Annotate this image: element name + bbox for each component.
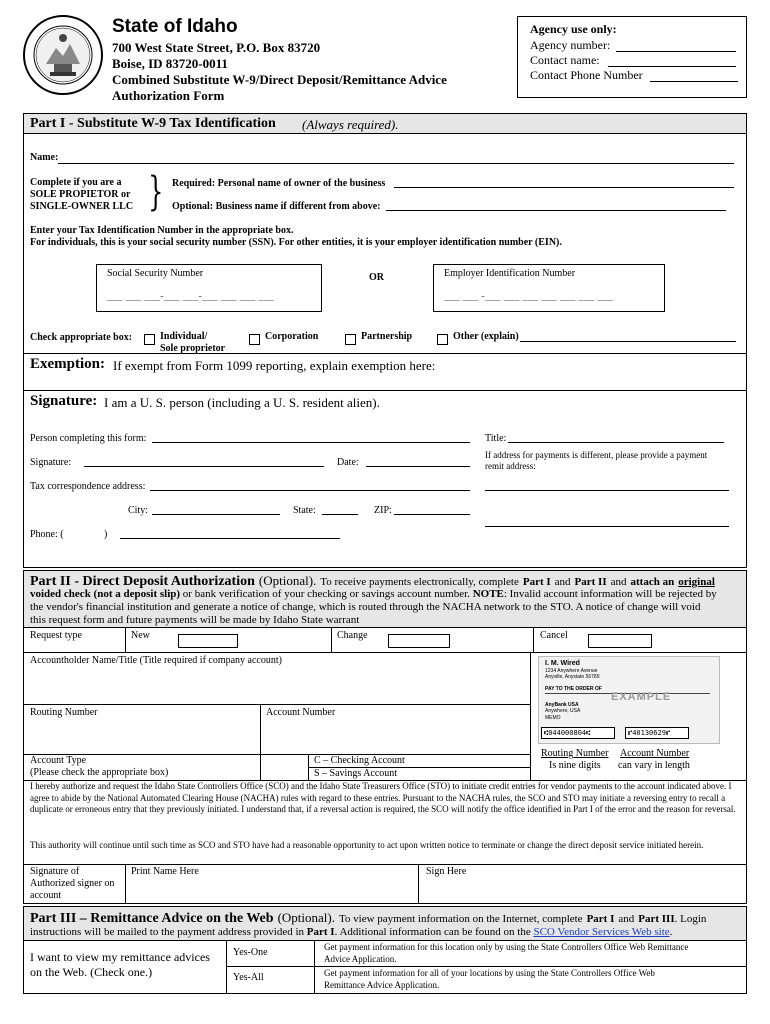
part2-intro-e: and	[610, 576, 627, 588]
account-number-label: Account Number	[266, 707, 336, 718]
checking-label: C – Checking Account	[314, 755, 405, 766]
part2-intro-b: Part I	[522, 576, 551, 588]
account-type-field[interactable]	[261, 755, 308, 780]
micr-routing-text: ⑆044000804⑆	[544, 729, 591, 737]
part2-header-line3: the vendor's financial institution and generate a notice of change, which is routed through the NACHA network to the STO. A notice of change will void	[30, 601, 701, 613]
micr-account-text: ⑈40130629⑈	[628, 729, 671, 737]
agency-heading: Agency use only:	[530, 22, 617, 36]
part1-title-note: (Always required).	[302, 117, 399, 132]
change-label: Change	[337, 630, 368, 641]
print-name-label: Print Name Here	[131, 866, 199, 877]
agency-use-box	[517, 16, 747, 98]
agency-number-field[interactable]	[616, 51, 736, 52]
exemption-text: If exempt from Form 1099 reporting, explain exemption here:	[113, 358, 436, 373]
partnership-checkbox[interactable]	[345, 334, 356, 345]
part3-intro-d: Part III	[638, 913, 675, 925]
check-name: I. M. Wired	[545, 660, 580, 667]
yes-one-label: Yes-One	[233, 947, 268, 958]
state-seal	[22, 14, 104, 96]
ein-box[interactable]	[433, 264, 665, 312]
individual-label-2: Sole proprietor	[160, 343, 226, 354]
partnership-label: Partnership	[361, 331, 413, 342]
yes-all-desc-2: Remittance Advice Application.	[324, 980, 440, 990]
phone-label: Phone: (	[30, 529, 64, 540]
request-divider-2	[331, 627, 332, 652]
agency-number-label: Agency number:	[530, 38, 611, 52]
part3-title-note: (Optional).	[277, 910, 335, 925]
exemption-title: Exemption:	[30, 356, 105, 372]
part3-intro-e: . Login	[674, 913, 707, 925]
request-type-label: Request type	[30, 630, 82, 641]
new-checkbox[interactable]	[178, 634, 238, 648]
sign-here-label: Sign Here	[426, 866, 467, 877]
yes-one-desc-1: Get payment information for this location only by using the State Controllers Office Web Remittance	[324, 942, 689, 952]
title-field[interactable]	[508, 442, 724, 443]
acct-holder-label: Accountholder Name/Title (Title required if company account)	[30, 655, 282, 666]
form-title-line-2: Authorization Form	[112, 88, 225, 103]
remit-address-field-2[interactable]	[485, 526, 729, 527]
remit-note-2: remit address:	[485, 461, 536, 471]
state-field[interactable]	[322, 514, 358, 515]
remit-note-1: If address for payments is different, please provide a payment	[485, 450, 708, 460]
part3-options-top	[23, 940, 747, 941]
exemption-divider-top	[23, 353, 747, 354]
part3-divider-1	[226, 940, 227, 994]
request-divider-3	[533, 627, 534, 652]
zip-label: ZIP:	[374, 505, 392, 516]
part2-header-line2	[30, 588, 717, 601]
address-line-2: Boise, ID 83720-0011	[112, 56, 228, 71]
signature-title: Signature:	[30, 393, 98, 409]
contact-name-field[interactable]	[608, 66, 736, 67]
part3-header-line1	[30, 909, 706, 927]
part3-line2-d: .	[669, 926, 673, 938]
form-title-line-1: Combined Substitute W-9/Direct Deposit/Remittance Advice	[112, 72, 447, 87]
check-micr-account	[625, 727, 689, 739]
cancel-checkbox[interactable]	[588, 634, 652, 648]
sco-vendor-services-link[interactable]: SCO Vendor Services Web site	[533, 926, 670, 938]
part2-title: Part II - Direct Deposit Authorization	[30, 574, 255, 589]
optional-business-field[interactable]	[386, 210, 726, 211]
account-caption-1: Account Number	[620, 748, 690, 759]
signature-text: I am a U. S. person (including a U. S. resident alien).	[104, 395, 380, 410]
acct-holder-row-top	[23, 652, 747, 653]
yes-all-desc-1: Get payment information for all of your locations by using the State Controllers Office Web	[324, 968, 655, 978]
individual-label-1: Individual/	[160, 331, 208, 342]
city-label: City:	[128, 505, 149, 516]
zip-field[interactable]	[394, 514, 470, 515]
ein-mask: ___ ___ -___ ___ ___ ___ ___ ___ ___	[444, 291, 614, 302]
part2-intro-f: attach an	[630, 576, 675, 588]
check-pay-to: PAY TO THE ORDER OF	[545, 686, 602, 692]
contact-phone-field[interactable]	[650, 81, 738, 82]
person-completing-field[interactable]	[152, 442, 470, 443]
signer-label-3: account	[30, 890, 62, 901]
city-field[interactable]	[152, 514, 280, 515]
check-addr-1: 1234 Anywhere Avenue	[545, 668, 598, 674]
savings-label: S – Savings Account	[314, 768, 398, 779]
part3-divider-2	[314, 940, 315, 994]
part3-intro-a: To view payment information on the Internet, complete	[338, 913, 583, 925]
other-checkbox[interactable]	[437, 334, 448, 345]
part3-line2-c: . Additional information can be found on the	[334, 926, 531, 938]
complete-note-2: SOLE PROPIETOR or	[30, 189, 131, 200]
corporation-checkbox[interactable]	[249, 334, 260, 345]
phone-field[interactable]	[120, 538, 340, 539]
phone-close-paren: )	[104, 529, 108, 540]
state-label: State:	[293, 505, 316, 516]
new-label: New	[131, 630, 150, 641]
part3-line2-b: Part I	[306, 926, 335, 938]
complete-note-1: Complete if you are a	[30, 177, 122, 188]
check-appropriate-label: Check appropriate box:	[30, 332, 133, 343]
sign-here-field[interactable]	[419, 880, 746, 904]
account-type-label-2: (Please check the appropriate box)	[30, 767, 169, 778]
date-field[interactable]	[366, 466, 470, 467]
routing-row-top	[23, 704, 530, 705]
part2-intro-g: original	[678, 576, 715, 588]
part1-title: Part I - Substitute W-9 Tax Identification	[30, 116, 276, 131]
want-label-2: on the Web. (Check one.)	[30, 965, 153, 979]
check-example-watermark: EXAMPLE	[611, 691, 672, 703]
account-caption-2: can vary in length	[618, 760, 690, 771]
auth-paragraph-2: This authority will continue until such time as SCO and STO have had a reasonable opportunity to act upon written notice to terminate or change the direct deposit service initiated herein.	[30, 840, 704, 850]
ssn-label: Social Security Number	[107, 268, 204, 279]
part3-line2-a: instructions will be mailed to the payment address provided in	[30, 926, 305, 938]
print-name-field[interactable]	[126, 880, 418, 904]
sample-check-image	[538, 656, 720, 744]
part2-header-line4: this request form and future payments will be made by Idaho State warrant	[30, 614, 360, 626]
part3-intro-c: and	[618, 913, 635, 925]
part1-header	[24, 114, 746, 134]
routing-number-field[interactable]	[24, 720, 260, 754]
signature-field[interactable]	[84, 466, 324, 467]
ein-label: Employer Identification Number	[444, 268, 576, 279]
part2-line2-c: NOTE	[472, 588, 504, 600]
yes-one-desc-2: Advice Application.	[324, 954, 397, 964]
date-label: Date:	[337, 457, 359, 468]
yes-all-label: Yes-All	[233, 972, 264, 983]
address-line-1: 700 West State Street, P.O. Box 83720	[112, 40, 321, 55]
signer-label-2: Authorized signer on	[30, 878, 115, 889]
part3-intro-b: Part I	[586, 913, 615, 925]
cancel-label: Cancel	[540, 630, 568, 641]
brace-icon: }	[148, 169, 164, 215]
signature-label: Signature:	[30, 457, 72, 468]
part2-title-note: (Optional).	[258, 573, 317, 588]
required-name-field[interactable]	[394, 187, 734, 188]
check-memo: MEMO	[545, 715, 561, 721]
change-checkbox[interactable]	[388, 634, 450, 648]
ssn-box[interactable]	[96, 264, 322, 312]
account-type-label-1: Account Type	[30, 755, 87, 766]
routing-caption-2: Is nine digits	[549, 760, 601, 771]
signature-divider-top	[23, 390, 747, 391]
yes-one-field[interactable]	[272, 941, 314, 966]
acct-holder-field[interactable]	[24, 668, 530, 704]
remit-address-field-1[interactable]	[485, 490, 729, 491]
title-label: Title:	[485, 433, 507, 444]
ssn-mask: ___ ___ ___-___ ___-___ ___ ___ ___	[107, 291, 275, 302]
request-divider-1	[125, 627, 126, 652]
contact-phone-label: Contact Phone Number	[530, 68, 643, 82]
yes-all-field[interactable]	[272, 967, 314, 994]
signer-row-top	[23, 864, 747, 865]
part2-line2-b: or bank verification of your checking or savings account number.	[182, 588, 470, 600]
auth-paragraph-1: I hereby authorize and request the Idaho State Controllers Office (SCO) and the Idaho State Treasurers Office (STO) to initiate credit entries for vendor payments to the account indicated above. I agree to abide by the National Automated Clearing House (NACHA) rules with regard to these entries. Pursuant to the NACHA rules, the SCO and STO may initiate a reversing entry to recall a duplicate or erroneous entry that they previously initiated. I understand that, if a reversal action is required, the SCO will notify the office identified in Part I of the error and the reason for reversal.	[30, 781, 736, 814]
check-addr-2: Anyville, Anystate 56789	[545, 674, 600, 680]
other-explain-field[interactable]	[520, 341, 736, 342]
signer-label-1: Signature of	[30, 866, 80, 877]
part3-title: Part III – Remittance Advice on the Web	[30, 911, 274, 926]
check-micr-routing	[541, 727, 615, 739]
other-label: Other (explain)	[453, 331, 519, 342]
person-completing-label: Person completing this form:	[30, 433, 147, 444]
part2-line2-a: voided check (not a deposit slip)	[30, 588, 181, 600]
part2-intro-a: To receive payments electronically, complete	[320, 576, 519, 588]
check-bank-2: Anywhere, USA	[545, 708, 581, 714]
tin-instruction-1: Enter your Tax Identification Number in the appropriate box.	[30, 225, 294, 236]
optional-label: Optional: Business name if different from above:	[172, 201, 381, 212]
check-image-divider	[530, 652, 531, 780]
account-number-field[interactable]	[261, 720, 530, 754]
part3-header-line2	[30, 926, 672, 939]
part2-line2-d: : Invalid account information will be rejected by	[503, 588, 717, 600]
routing-caption-1: Routing Number	[541, 748, 609, 759]
page-title: State of Idaho	[112, 16, 238, 37]
want-label-1: I want to view my remittance advices	[30, 950, 210, 964]
corporation-label: Corporation	[265, 331, 319, 342]
tax-address-field[interactable]	[150, 490, 470, 491]
contact-name-label: Contact name:	[530, 53, 600, 67]
request-row-top	[23, 627, 747, 628]
or-label: OR	[369, 272, 384, 283]
required-label: Required: Personal name of owner of the business	[172, 178, 386, 189]
routing-number-label: Routing Number	[30, 707, 98, 718]
complete-note-3: SINGLE-OWNER LLC	[30, 201, 134, 212]
name-field[interactable]	[58, 163, 734, 164]
tin-instruction-2: For individuals, this is your social security number (SSN). For other entities, it is your employer identification number (EIN).	[30, 237, 562, 248]
check-bank-1: AnyBank USA	[545, 702, 579, 708]
part2-intro-d: Part II	[574, 576, 607, 588]
individual-checkbox[interactable]	[144, 334, 155, 345]
tax-address-label: Tax correspondence address:	[30, 481, 146, 492]
name-label: Name:	[30, 152, 59, 163]
part2-intro-c: and	[554, 576, 571, 588]
